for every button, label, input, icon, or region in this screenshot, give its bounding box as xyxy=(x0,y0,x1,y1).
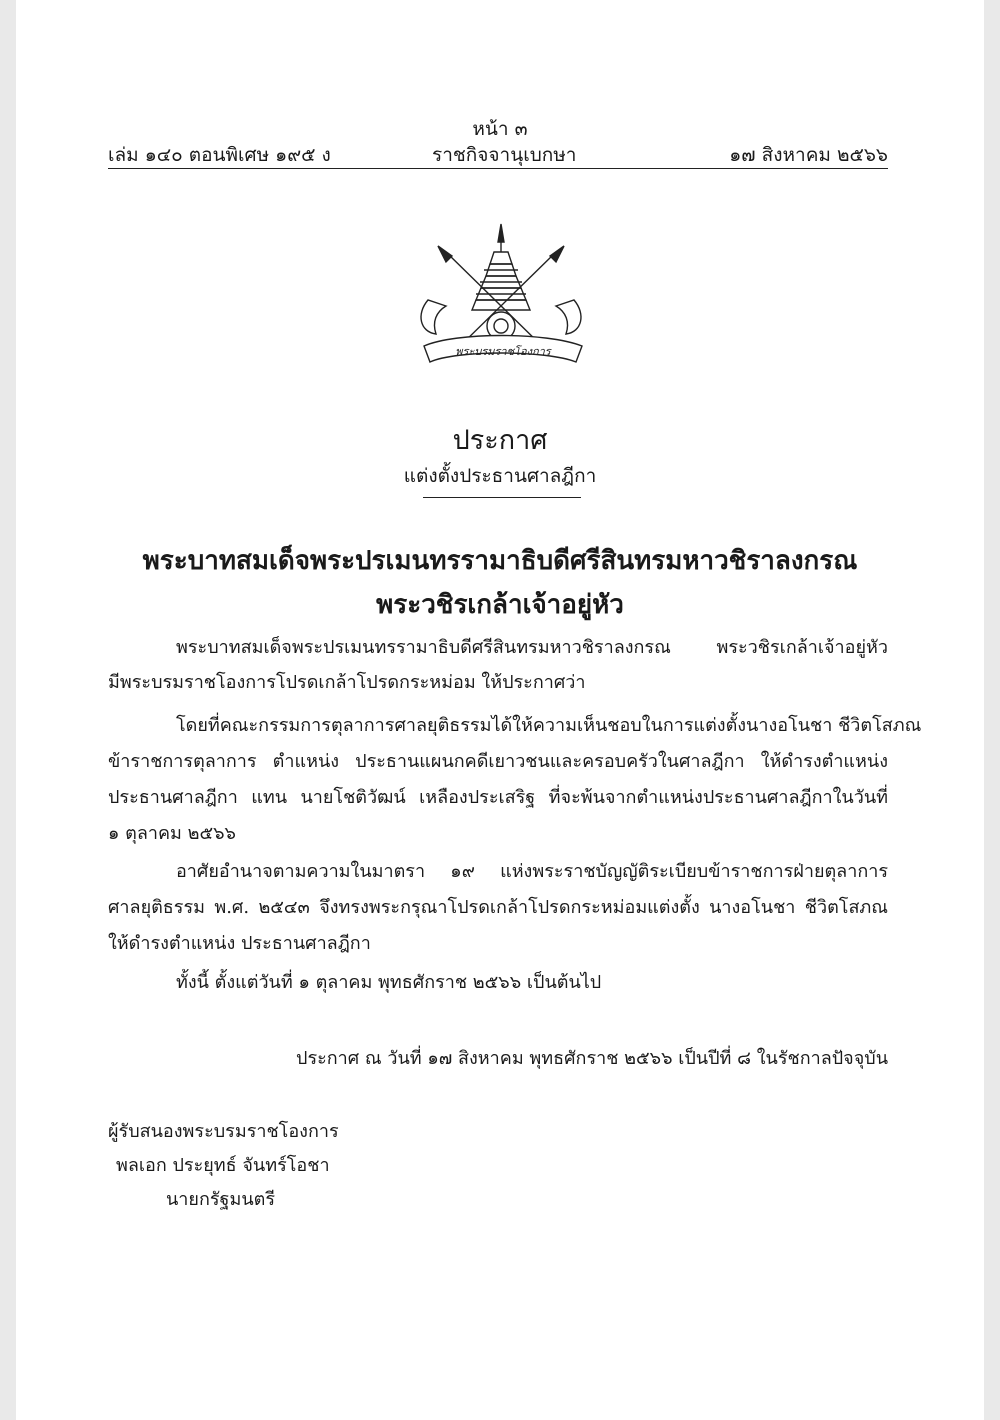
king-name-line-1: พระบาทสมเด็จพระปรเมนทรรามาธิบดีศรีสินทรมหาวชิราลงกรณ xyxy=(142,546,858,576)
header-rule xyxy=(108,168,888,169)
page-number: หน้า ๓ xyxy=(472,118,528,140)
title-rule xyxy=(423,497,581,498)
emblem-ribbon-text: พระบรมราชโองการ xyxy=(455,345,551,358)
proclamation-date: ประกาศ ณ วันที่ ๑๗ สิงหาคม พุทธศักราช ๒๕๖๖ เป็นปีที่ ๘ ในรัชกาลปัจจุบัน xyxy=(296,1048,888,1069)
countersign-position: นายกรัฐมนตรี xyxy=(166,1189,275,1210)
document-title: ประกาศ xyxy=(452,425,548,456)
countersign-name: พลเอก ประยุทธ์ จันทร์โอชา xyxy=(116,1155,330,1176)
body-line: ๑ ตุลาคม ๒๕๖๖ xyxy=(108,823,236,844)
document-subtitle: แต่งตั้งประธานศาลฎีกา xyxy=(403,465,597,487)
body-line: มีพระบรมราชโองการโปรดเกล้าโปรดกระหม่อม ให้ประกาศว่า xyxy=(108,672,586,693)
body-line: พระบาทสมเด็จพระปรเมนทรรามาธิบดีศรีสินทรมหาวชิราลงกรณ พระวชิรเกล้าเจ้าอยู่หัว xyxy=(176,637,888,658)
king-name-line-2: พระวชิรเกล้าเจ้าอยู่หัว xyxy=(376,590,624,620)
body-line: ศาลยุติธรรม พ.ศ. ๒๕๔๓ จึงทรงพระกรุณาโปรดเกล้าโปรดกระหม่อมแต่งตั้ง นางอโนชา ชีวิตโสภณ xyxy=(108,897,888,918)
body-line: ข้าราชการตุลาการ ตำแหน่ง ประธานแผนกคดีเยาวชนและครอบครัวในศาลฎีกา ให้ดำรงตำแหน่ง xyxy=(108,751,888,772)
gazette-name: ราชกิจจานุเบกษา xyxy=(432,144,577,166)
body-line: ประธานศาลฎีกา แทน นายโชติวัฒน์ เหลืองประเสริฐ ที่จะพ้นจากตำแหน่งประธานศาลฎีกาในวันที่ xyxy=(108,787,888,808)
body-line: ให้ดำรงตำแหน่ง ประธานศาลฎีกา xyxy=(108,933,371,954)
royal-emblem-icon xyxy=(406,222,596,372)
header-date: ๑๗ สิงหาคม ๒๕๖๖ xyxy=(729,144,888,166)
body-line: อาศัยอำนาจตามความในมาตรา ๑๙ แห่งพระราชบัญญัติระเบียบข้าราชการฝ่ายตุลาการ xyxy=(176,861,888,882)
countersign-role: ผู้รับสนองพระบรมราชโองการ xyxy=(108,1121,339,1142)
volume-info: เล่ม ๑๔๐ ตอนพิเศษ ๑๙๕ ง xyxy=(108,144,331,166)
body-line: ทั้งนี้ ตั้งแต่วันที่ ๑ ตุลาคม พุทธศักราช ๒๕๖๖ เป็นต้นไป xyxy=(176,972,602,993)
body-line: โดยที่คณะกรรมการตุลาการศาลยุติธรรมได้ให้ความเห็นชอบในการแต่งตั้งนางอโนชา ชีวิตโสภณ xyxy=(176,715,922,736)
